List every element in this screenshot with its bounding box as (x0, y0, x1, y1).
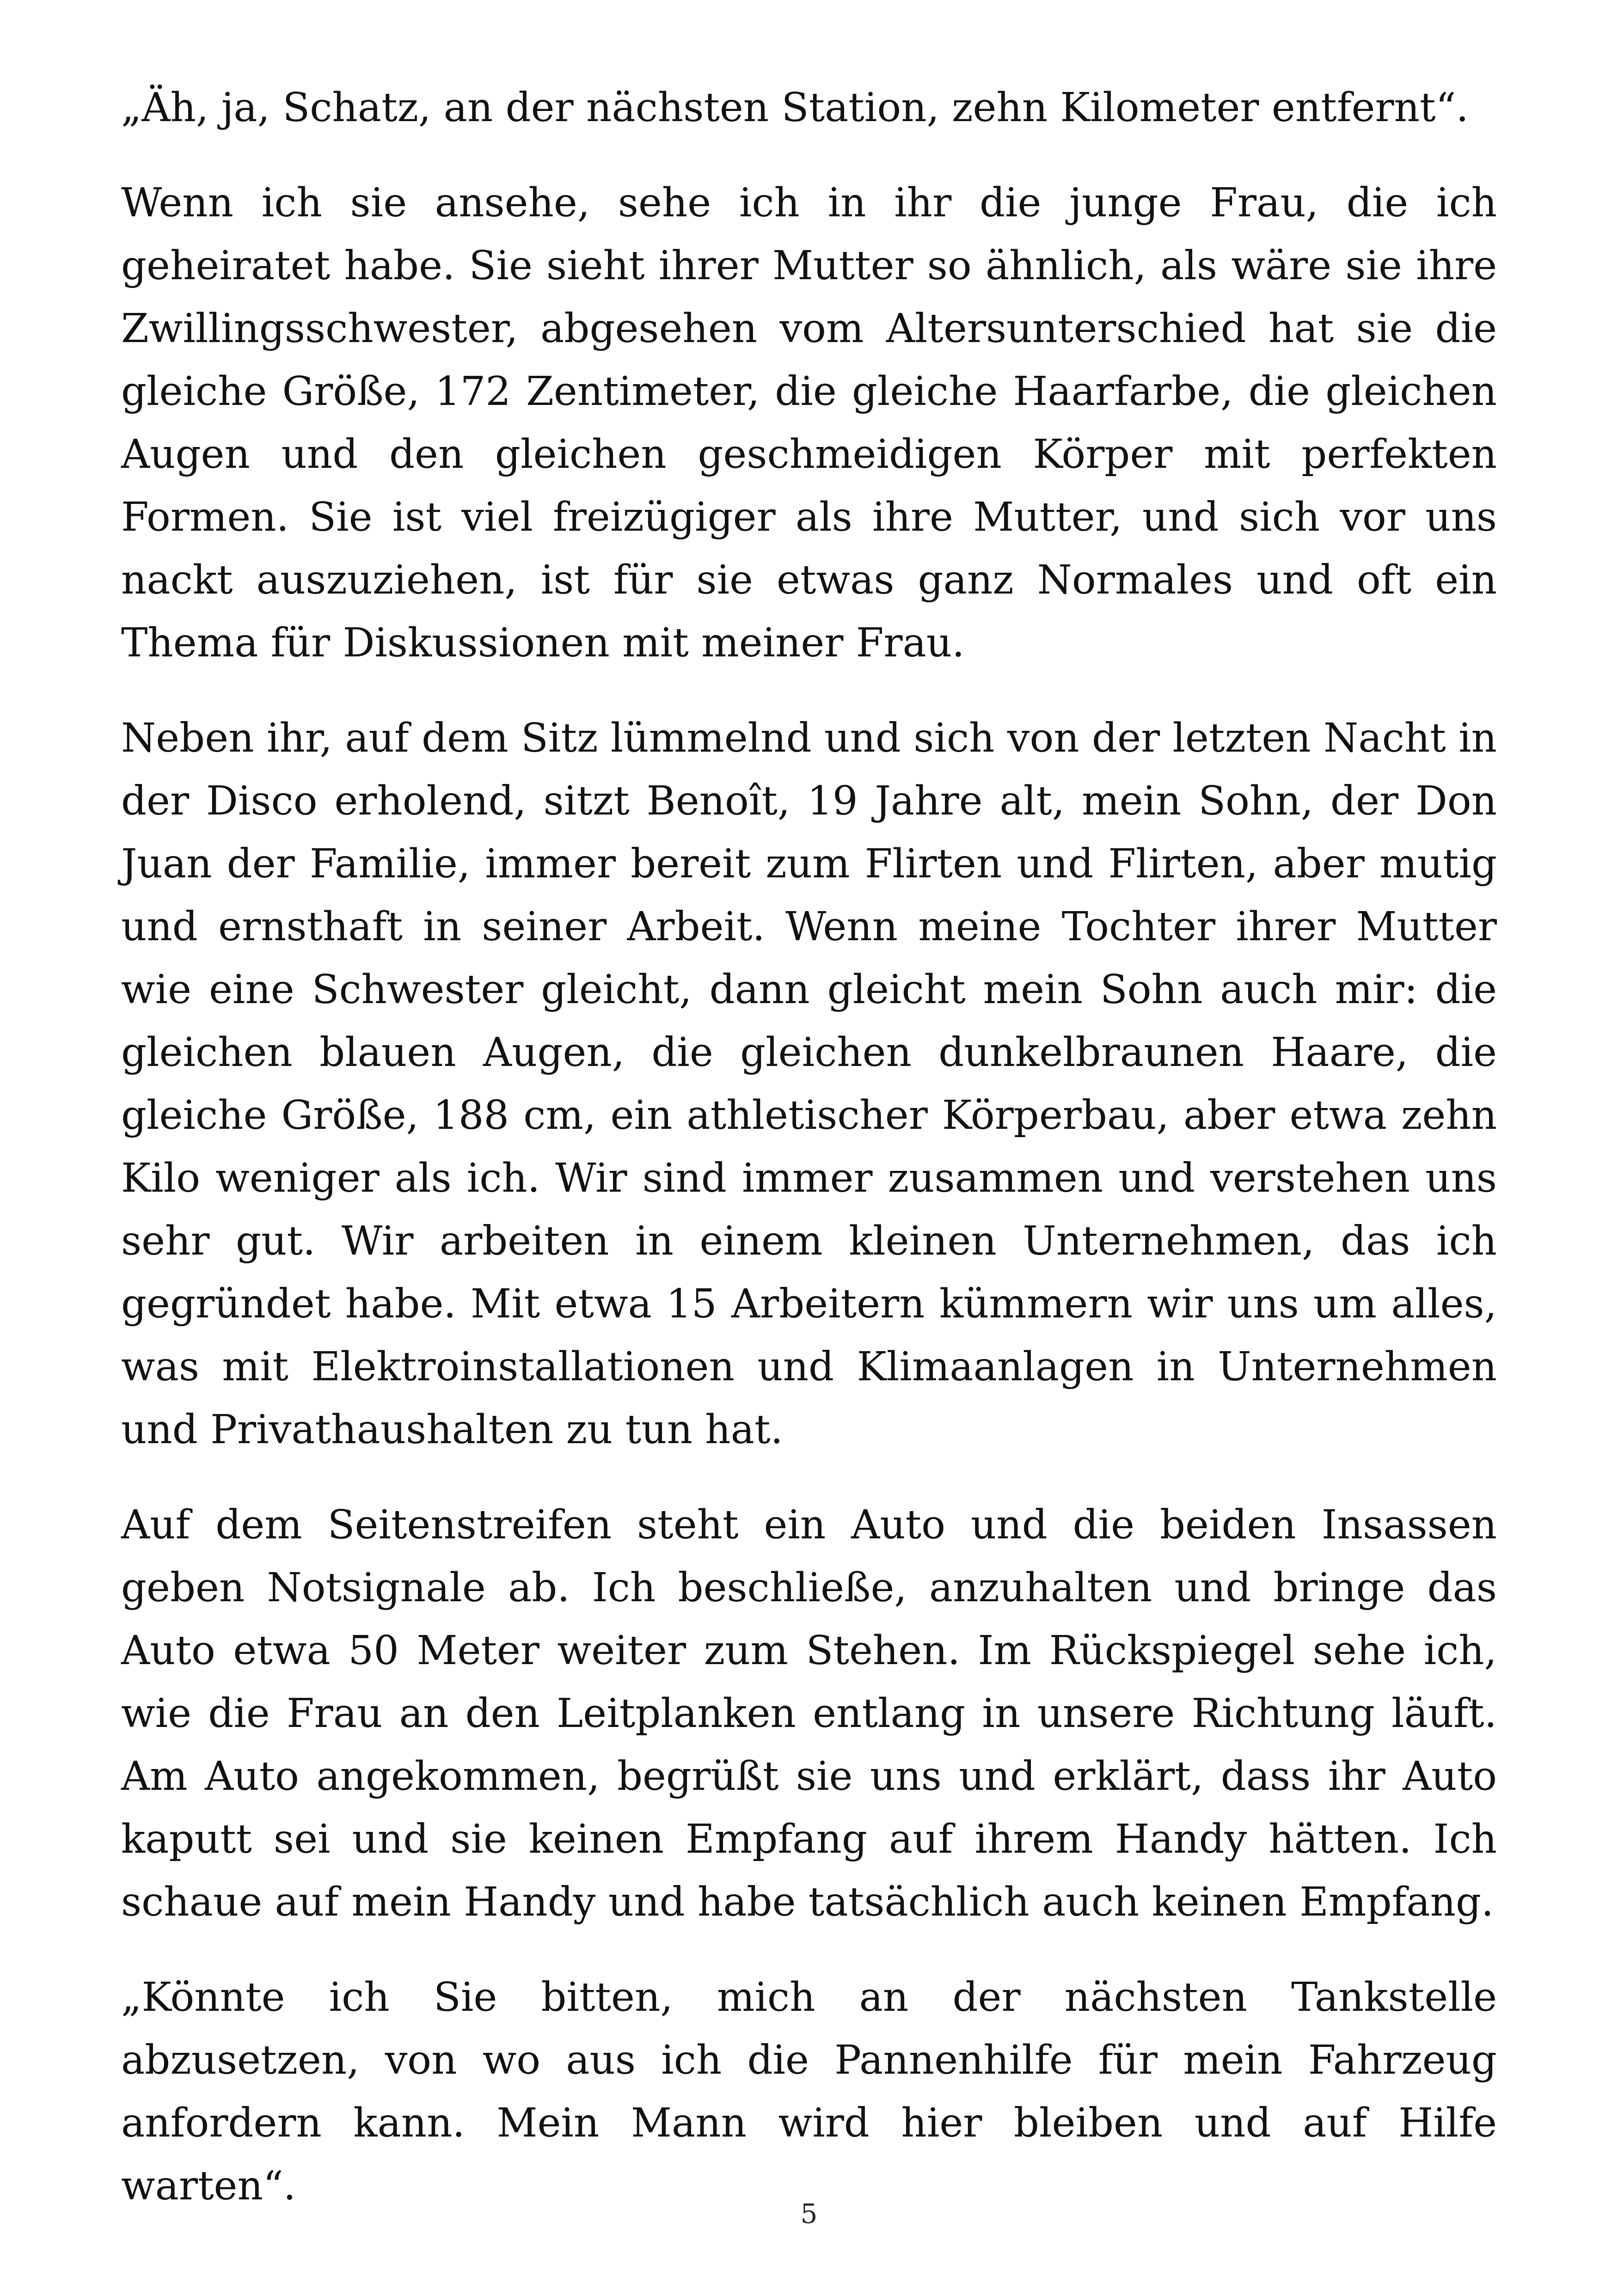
paragraph-4: Auf dem Seitenstreifen steht ein Auto und die beiden Insassen geben Notsignale ab. Ich beschließe, anzuhalten und bringe das Auto etwa 50 Meter weiter zum Stehen. Im Rückspiegel sehe ich, wie die Frau an den Leitplanken entlang in unsere Richtung läuft. Am Auto angekommen, begrüßt sie uns und erklärt, dass ihr Auto kaputt sei und sie keinen Empfang auf ihrem Handy hätten. Ich schaue auf mein Handy und habe tatsächlich auch keinen Empfang. (121, 1502, 1497, 1925)
paragraph-1: „Äh, ja, Schatz, an der nächsten Station, zehn Kilometer entfernt“. (121, 85, 1469, 131)
paragraph-5: „Könnte ich Sie bitten, mich an der nächsten Tankstelle abzusetzen, von wo aus ich die Pannenhilfe für mein Fahrzeug anfordern kann. Mein Mann wird hier bleiben und auf Hilfe warten“. (121, 1974, 1497, 2209)
paragraph-2: Wenn ich sie ansehe, sehe ich in ihr die junge Frau, die ich geheiratet habe. Sie sieht ihrer Mutter so ähnlich, als wäre sie ihre Zwillingsschwester, abgesehen vom Altersunterschied hat sie die gleiche Größe, 172 Zentimeter, die gleiche Haarfarbe, die gleichen Augen und den gleichen geschmeidigen Körper mit perfekten Formen. Sie ist viel freizügiger als ihre Mutter, und sich vor uns nackt auszuziehen, ist für sie etwas ganz Normales und oft ein Thema für Diskussionen mit meiner Frau. (121, 180, 1497, 666)
body-text (121, 76, 1497, 2250)
paragraph-3: Neben ihr, auf dem Sitz lümmelnd und sich von der letzten Nacht in der Disco erholend, sitzt Benoît, 19 Jahre alt, mein Sohn, der Don Juan der Familie, immer bereit zum Flirten und Flirten, aber mutig und ernsthaft in seiner Arbeit. Wenn meine Tochter ihrer Mutter wie eine Schwester gleicht, dann gleicht mein Sohn auch mir: die gleichen blauen Augen, die gleichen dunkelbraunen Haare, die gleiche Größe, 188 cm, ein athletischer Körperbau, aber etwa zehn Kilo weniger als ich. Wir sind immer zusammen und verstehen uns sehr gut. Wir arbeiten in einem kleinen Unternehmen, das ich gegründet habe. Mit etwa 15 Arbeitern kümmern wir uns um alles, was mit Elektroinstallationen und Klimaanlagen in Unternehmen und Privathaushalten zu tun hat. (121, 715, 1497, 1453)
page-number: 5 (800, 2198, 818, 2229)
